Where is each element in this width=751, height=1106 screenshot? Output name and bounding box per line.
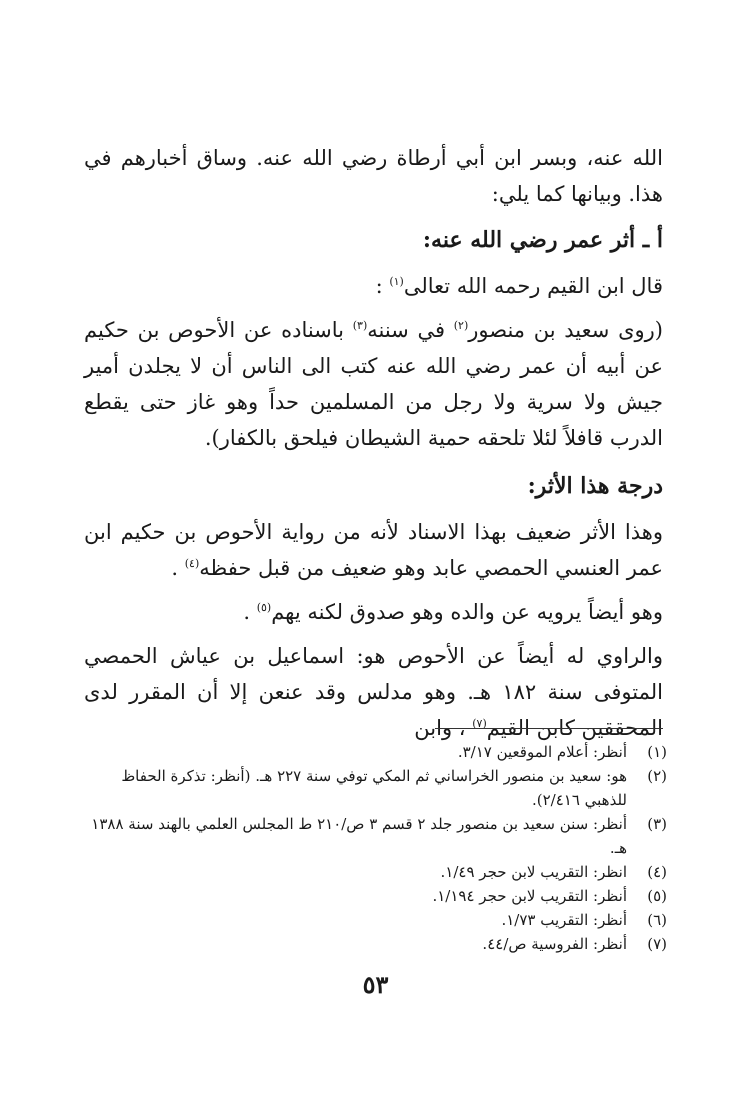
footnote-ref-2[interactable]: (٢) (453, 319, 469, 332)
footnote-number: (٦) (647, 911, 667, 929)
footnote-text: أنظر: التقريب ١/٧٣. (501, 911, 627, 929)
quote-intro-paragraph (84, 268, 663, 304)
footnote-number: (٥) (647, 887, 667, 905)
footnote-ref-1[interactable]: (١) (389, 275, 404, 288)
grade-heading: درجة هذا الأثر: (527, 473, 663, 499)
footnote-ref-3[interactable]: (٣) (352, 319, 368, 332)
footnote-item (84, 740, 667, 764)
footnote-number: (٤) (647, 863, 667, 881)
narrator-end: ، وابن (414, 716, 466, 740)
footnote-number: (١) (647, 743, 667, 761)
footnote-text: أنظر: أعلام الموقعين ٣/١٧. (457, 743, 627, 761)
main-text (84, 140, 663, 746)
father-text: وهو أيضاً يرويه عن والده وهو صدوق لكنه يهم (271, 600, 663, 624)
footnote-text: أنظر: سنن سعيد بن منصور جلد ٢ قسم ٣ ص/٢١٠ ط المجلس العلمي بالهند سنة ١٣٨٨ هـ. (91, 815, 627, 857)
footnote-item (84, 908, 667, 932)
footnote-ref-7[interactable]: (٧) (472, 717, 487, 730)
footnote-item (84, 932, 667, 956)
quote-text-2: في سننه (367, 318, 454, 342)
footnote-item (84, 812, 667, 860)
narrator-text: والراوي له أيضاً عن الأحوص هو: اسماعيل بن عياش الحمصي المتوفى سنة ١٨٢ هـ. وهو مدلس وقد عنعن إلا أن المقرر لدى المحققين كابن القيم (84, 644, 663, 740)
footnote-item (84, 764, 667, 812)
footnote-text: انظر: التقريب لابن حجر ١/٤٩. (440, 863, 627, 881)
father-end: . (243, 600, 250, 624)
footnote-number: (٢) (647, 767, 667, 785)
father-paragraph (84, 594, 663, 630)
footnote-text: أنظر: التقريب لابن حجر ١/١٩٤. (432, 887, 627, 905)
quote-intro-text: قال ابن القيم رحمه الله تعالى (403, 274, 663, 298)
narrator-paragraph (84, 638, 663, 746)
quote-text-3: باسناده عن الأحوص بن حكيم عن أبيه أن عمر رضي الله عنه كتب الى الناس أن لا يجلدن أمير جيش ولا سرية ولا رجل من المسلمين حداً وهو غاز حتى يقطع الدرب قافلاً لئلا تلحقه حمية الشيطان فيلحق بالكفار). (84, 318, 663, 450)
section-a-heading: أ ـ أثر عمر رضي الله عنه: (422, 227, 663, 253)
quote-text-1: (روى سعيد بن منصور (468, 318, 663, 342)
grade-paragraph (84, 514, 663, 586)
footnote-ref-5[interactable]: (٥) (256, 601, 272, 614)
footnote-number: (٣) (647, 815, 667, 833)
footnote-ref-4[interactable]: (٤) (184, 557, 200, 570)
footnote-item (84, 884, 667, 908)
footnote-item (84, 860, 667, 884)
page-number: ٥٣ (362, 970, 389, 999)
intro-paragraph: الله عنه، وبسر ابن أبي أرطاة رضي الله عنه. وساق أخبارهم في هذا. وبيانها كما يلي: (84, 146, 663, 206)
footnote-text: هو: سعيد بن منصور الخراساني ثم المكي توفي سنة ٢٢٧ هـ. (أنظر: تذكرة الحفاظ للذهبي ٢/٤١٦). (121, 767, 627, 809)
grade-end: . (171, 556, 179, 580)
footnote-text: أنظر: الفروسية ص/٤٤. (482, 935, 627, 953)
quote-intro-colon: : (375, 274, 383, 298)
grade-text: وهذا الأثر ضعيف بهذا الاسناد لأنه من رواية الأحوص بن حكيم ابن عمر العنسي الحمصي عابد وهو ضعيف من قبل حفظه (84, 520, 663, 580)
quote-paragraph (84, 312, 663, 456)
footnotes (84, 740, 667, 956)
footnote-number: (٧) (647, 935, 667, 953)
footnote-divider (435, 728, 663, 729)
